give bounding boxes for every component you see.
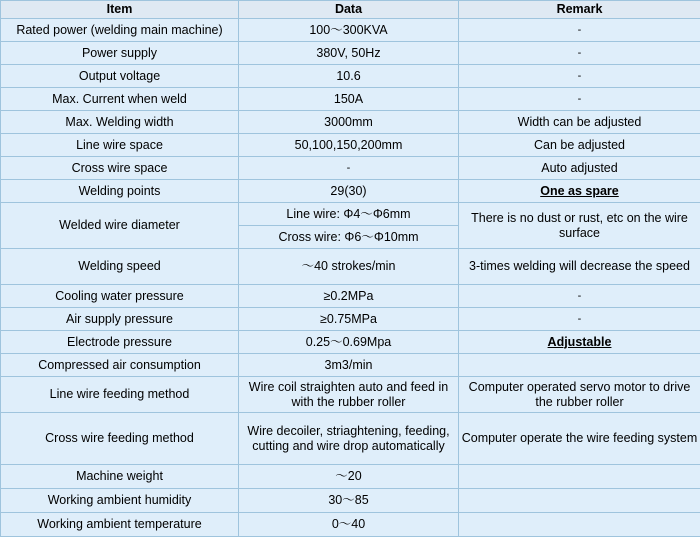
table-row [1,489,700,513]
row-remark [459,513,700,537]
row-remark: One as spare [459,180,700,203]
row-data-cross-wire: Cross wire: Φ6～Φ10mm [239,226,459,249]
row-item: Cooling water pressure [1,285,239,308]
table-row [1,157,700,180]
row-data: Wire decoiler, striaghtening, feeding, cutting and wire drop automatically [239,413,459,465]
row-item: Max. Current when weld [1,88,239,111]
table-row [1,285,700,308]
row-item: Cross wire space [1,157,239,180]
table-row [1,465,700,489]
row-item: Welded wire diameter [1,203,239,249]
header-row [1,1,700,19]
table-row [1,88,700,111]
row-data: 0.25～0.69Mpa [239,331,459,354]
row-data-line-wire: Line wire: Φ4～Φ6mm [239,203,459,226]
row-data: 380V, 50Hz [239,42,459,65]
row-data: 50,100,150,200mm [239,134,459,157]
row-remark: - [459,19,700,42]
row-item: Compressed air consumption [1,354,239,377]
table-row [1,65,700,88]
row-data: 3m3/min [239,354,459,377]
table-row [1,377,700,413]
table-row [1,203,700,226]
row-remark: Adjustable [459,331,700,354]
row-item: Cross wire feeding method [1,413,239,465]
table-row [1,134,700,157]
row-remark: Computer operated servo motor to drive the rubber roller [459,377,700,413]
row-data: 29(30) [239,180,459,203]
row-item: Working ambient humidity [1,489,239,513]
row-data: 10.6 [239,65,459,88]
row-data: ≥0.75MPa [239,308,459,331]
header-item: Item [1,1,239,19]
row-item: Line wire feeding method [1,377,239,413]
table-row [1,42,700,65]
row-remark: - [459,65,700,88]
table-row [1,308,700,331]
row-remark [459,465,700,489]
row-remark: - [459,308,700,331]
row-data: 30～85 [239,489,459,513]
row-item: Welding speed [1,249,239,285]
header-data: Data [239,1,459,19]
row-data: ～20 [239,465,459,489]
row-item: Output voltage [1,65,239,88]
table-row [1,413,700,465]
table-row [1,249,700,285]
table-row [1,19,700,42]
row-data: - [239,157,459,180]
row-item: Rated power (welding main machine) [1,19,239,42]
table-row [1,180,700,203]
row-item: Line wire space [1,134,239,157]
row-remark: - [459,88,700,111]
table-row [1,354,700,377]
row-item: Welding points [1,180,239,203]
row-data: ～40 strokes/min [239,249,459,285]
row-remark: Can be adjusted [459,134,700,157]
row-item: Max. Welding width [1,111,239,134]
row-item: Air supply pressure [1,308,239,331]
row-data: 3000mm [239,111,459,134]
row-data: Wire coil straighten auto and feed in with the rubber roller [239,377,459,413]
row-data: 100～300KVA [239,19,459,42]
row-remark [459,354,700,377]
row-item: Electrode pressure [1,331,239,354]
row-remark: Auto adjusted [459,157,700,180]
row-data: 0～40 [239,513,459,537]
table-row [1,513,700,537]
row-remark: Computer operate the wire feeding system [459,413,700,465]
table-row [1,331,700,354]
table-row [1,111,700,134]
row-item: Power supply [1,42,239,65]
header-remark: Remark [459,1,700,19]
row-remark: - [459,42,700,65]
row-data: ≥0.2MPa [239,285,459,308]
row-remark [459,489,700,513]
row-remark: 3-times welding will decrease the speed [459,249,700,285]
row-remark: Width can be adjusted [459,111,700,134]
row-remark: - [459,285,700,308]
row-item: Machine weight [1,465,239,489]
row-item: Working ambient temperature [1,513,239,537]
row-remark: There is no dust or rust, etc on the wire surface [459,203,700,249]
row-data: 150A [239,88,459,111]
